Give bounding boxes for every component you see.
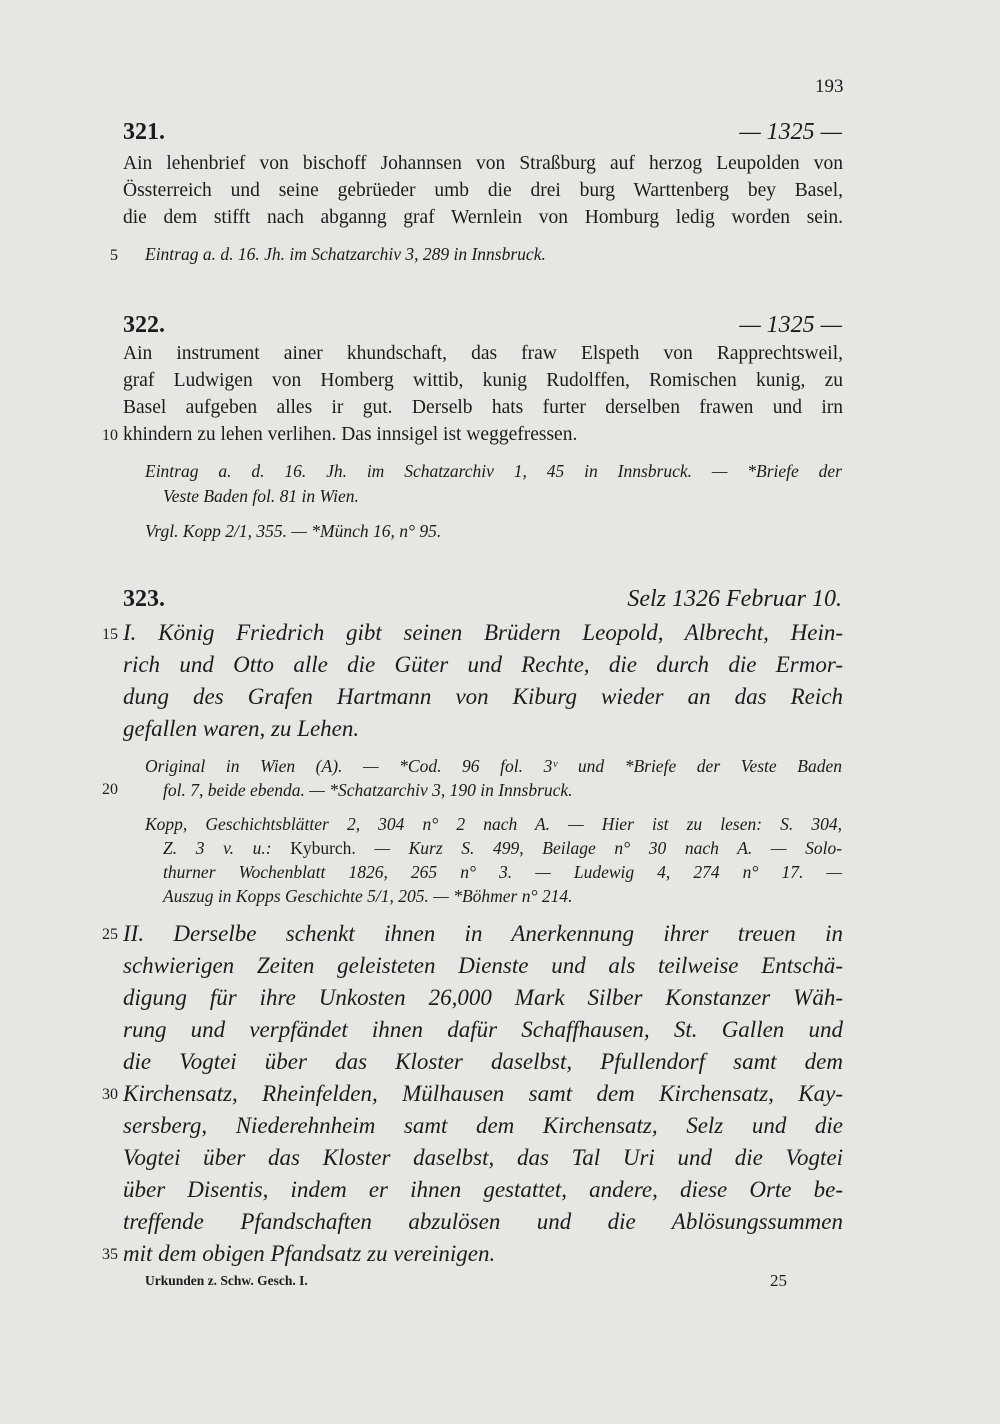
entry-323-regest2-line-3: digung für ihre Unkosten 26,000 Mark Silber Konstanzer Wäh- (123, 985, 843, 1010)
entry-321-line-1: Ain lehenbrief von bischoff Johannsen von Straßburg auf herzog Leupolden von (123, 153, 843, 174)
entry-322-line-3: Basel aufgeben alles ir gut. Derselb hats furter derselben frawen und irn (123, 397, 843, 418)
entry-323-regest2-line-10: treffende Pfandschaften abzulösen und die Ablösungssummen (123, 1209, 843, 1234)
entry-323-regest2-line-8: Vogtei über das Kloster daselbst, das Tal Uri und die Vogtei (123, 1145, 843, 1170)
entry-323-regest2-line-4: rung und verpfändet ihnen dafür Schaffhausen, St. Gallen und (123, 1017, 843, 1042)
entry-number-321: 321. (123, 119, 165, 145)
entry-322-line-1: Ain instrument ainer khundschaft, das fraw Elspeth von Rapprechtsweil, (123, 343, 843, 364)
entry-number-322: 322. (123, 312, 165, 338)
entry-323-notes1-line-2: fol. 7, beide ebenda. — *Schatzarchiv 3, 190 in Innsbruck. (163, 780, 573, 800)
signature-mark: 25 (770, 1271, 787, 1290)
entry-323-notes2-line-1: Kopp, Geschichtsblätter 2, 304 n° 2 nach A. — Hier ist zu lesen: S. 304, (145, 814, 842, 834)
line-number-5: 5 (110, 247, 118, 264)
entry-323-regest2-line-5: die Vogtei über das Kloster daselbst, Pfullendorf samt dem (123, 1049, 843, 1074)
entry-323-notes1-line-1: Original in Wien (A). — *Cod. 96 fol. 3ᵛ und *Briefe der Veste Baden (145, 756, 842, 776)
footer-title: Urkunden z. Schw. Gesch. I. (145, 1273, 308, 1288)
entry-323-notes2-line-4: Auszug in Kopps Geschichte 5/1, 205. — *Böhmer n° 214. (163, 886, 573, 906)
entry-321-line-2: Össterreich und seine gebrüeder umb die drei burg Warttenberg bey Basel, (123, 180, 843, 201)
entry-321-line-3: die dem stifft nach abganng graf Wernlein von Homburg ledig worden sein. (123, 207, 843, 228)
page-number: 193 (815, 76, 844, 97)
entry-322-note-3: Vrgl. Kopp 2/1, 355. — *Münch 16, n° 95. (145, 521, 442, 541)
entry-323-regest2-line-2: schwierigen Zeiten geleisteten Dienste und als teilweise Entschä- (123, 953, 843, 978)
entry-323-regest1-line-4: gefallen waren, zu Lehen. (123, 716, 360, 741)
entry-323-regest1-line-2: rich und Otto alle die Güter und Rechte, die durch die Ermor- (123, 652, 843, 677)
entry-323-regest2-line-9: über Disentis, indem er ihnen gestattet, andere, diese Orte be- (123, 1177, 843, 1202)
entry-322-line-2: graf Ludwigen von Homberg wittib, kunig Rudolffen, Romischen kunig, zu (123, 370, 843, 391)
entry-323-regest2-line-11: mit dem obigen Pfandsatz zu vereinigen. (123, 1241, 496, 1266)
entry-323-regest2-line-6: Kirchensatz, Rheinfelden, Mülhausen samt dem Kirchensatz, Kay- (123, 1081, 843, 1106)
entry-date-323: Selz 1326 Februar 10. (627, 586, 842, 612)
entry-321-note-1: Eintrag a. d. 16. Jh. im Schatzarchiv 3, 289 in Innsbruck. (145, 244, 546, 264)
entry-323-regest2-line-7: sersberg, Niederehnheim samt dem Kirchensatz, Selz und die (123, 1113, 843, 1138)
entry-date-321: — 1325 — (739, 119, 842, 145)
line-number-35: 35 (102, 1246, 118, 1263)
entry-323-notes2-line-2: Z. 3 v. u.: Kyburch. — Kurz S. 499, Beilage n° 30 nach A. — Solo- (163, 838, 843, 858)
line-number-10: 10 (102, 427, 118, 444)
entry-322-line-4: khindern zu lehen verlihen. Das innsigel ist weggefressen. (123, 424, 578, 445)
entry-number-323: 323. (123, 586, 165, 612)
entry-322-note-2: Veste Baden fol. 81 in Wien. (163, 486, 359, 506)
line-number-15: 15 (102, 626, 118, 643)
entry-date-322: — 1325 — (739, 312, 842, 338)
entry-323-regest2-line-1: II. Derselbe schenkt ihnen in Anerkennung ihrer treuen in (123, 921, 843, 946)
entry-323-regest1-line-1: I. König Friedrich gibt seinen Brüdern Leopold, Albrecht, Hein- (123, 620, 843, 645)
line-number-20: 20 (102, 781, 118, 798)
line-number-25: 25 (102, 926, 118, 943)
entry-322-note-1: Eintrag a. d. 16. Jh. im Schatzarchiv 1, 45 in Innsbruck. — *Briefe der (145, 461, 842, 481)
entry-323-regest1-line-3: dung des Grafen Hartmann von Kiburg wieder an das Reich (123, 684, 843, 709)
entry-323-notes2-line-3: thurner Wochenblatt 1826, 265 n° 3. — Ludewig 4, 274 n° 17. — (163, 862, 842, 882)
line-number-30: 30 (102, 1086, 118, 1103)
